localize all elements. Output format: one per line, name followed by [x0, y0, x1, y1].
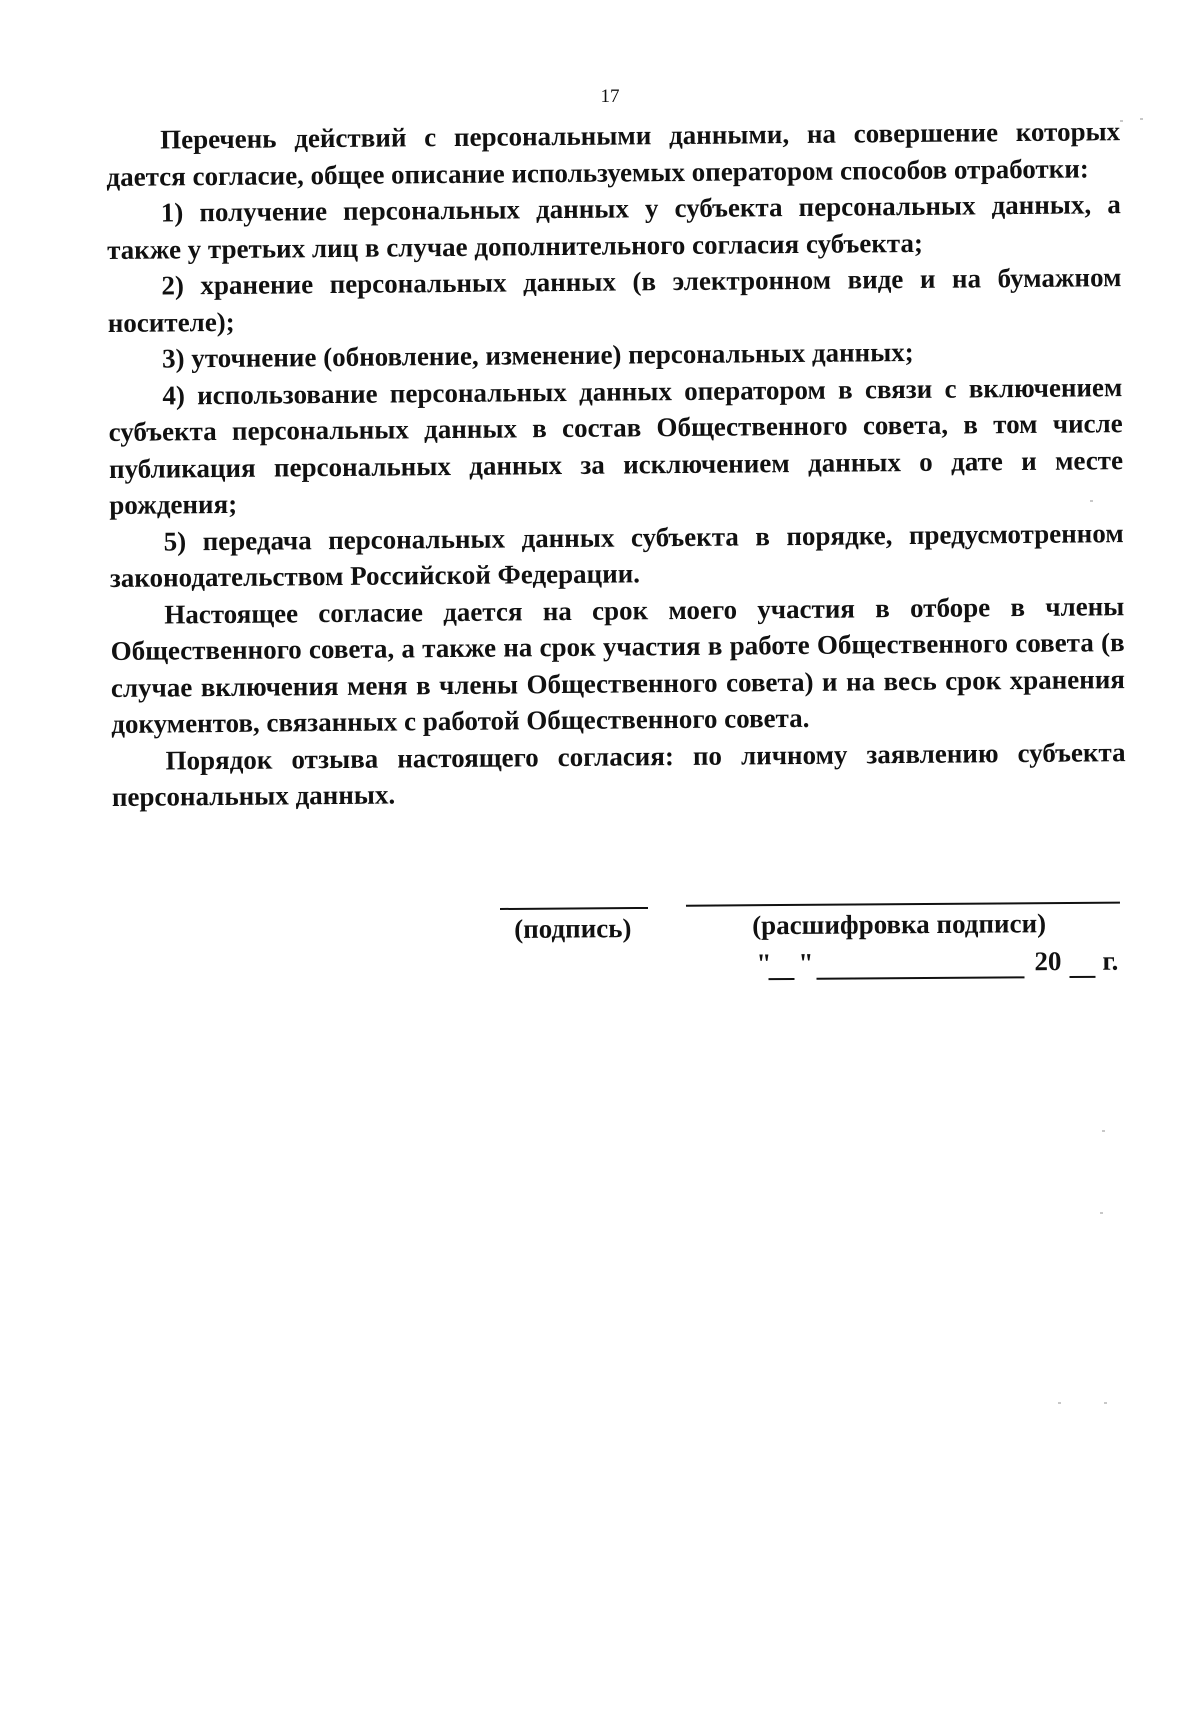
scan-speck — [1090, 500, 1093, 502]
consent-text-body — [106, 113, 1126, 815]
signature-block — [500, 904, 1141, 988]
signature-transcript-line — [686, 902, 1120, 907]
paragraph-consent-term: Настоящее согласие дается на срок моего участия в отборе в члены Общественного совета, а также на срок участия в работе Общественного совета (в случае включения меня в члены Общественного совета) и на весь срок хранения документов, связанных с работой Общественного совета. — [110, 590, 1126, 739]
scan-speck — [1104, 1402, 1107, 1404]
signature-caption: (подпись) — [514, 913, 632, 944]
scan-speck — [1058, 1402, 1061, 1404]
paragraph-item-4: 4) использование персональных данных оператором в связи с включением субъекта персональных данных в состав Общественного совета, в том числе публикация персональных данных за исключением данных о дате и месте рождения; — [108, 371, 1124, 520]
date-year-suffix: г. — [1102, 945, 1119, 976]
paragraph-item-3: 3) уточнение (обновление, изменение) персональных данных; — [161, 336, 914, 374]
date-row — [756, 946, 1126, 985]
date-open-quote: " — [756, 948, 772, 979]
scan-speck — [1120, 120, 1123, 122]
date-year-blank — [1069, 946, 1095, 978]
paragraph-actions-intro: Перечень действий с персональными данными, на совершение которых дается согласие, общее описание используемых оператором способов отработки: — [106, 116, 1121, 192]
paragraph-item-5: 5) передача персональных данных субъекта в порядке, предусмотренном законодательством Российской Федерации. — [109, 517, 1124, 593]
signature-transcript-caption: (расшифровка подписи) — [752, 908, 1047, 941]
page-number: 17 — [600, 86, 620, 107]
scan-speck — [1140, 118, 1143, 120]
scan-speck — [1102, 1130, 1105, 1132]
date-month-blank — [816, 946, 1024, 979]
date-day-blank — [768, 948, 794, 980]
paragraph-revocation: Порядок отзыва настоящего согласия: по личному заявлению субъекта персональных данных. — [111, 736, 1126, 812]
date-close-quote: " — [798, 947, 814, 978]
date-year-prefix: 20 — [1034, 946, 1062, 977]
scan-speck — [1100, 1212, 1103, 1214]
signature-line — [500, 907, 648, 910]
paragraph-item-1: 1) получение персональных данных у субъекта персональных данных, а также у третьих лиц в случае дополнительного согласия субъекта; — [106, 189, 1121, 265]
paragraph-item-2: 2) хранение персональных данных (в электронном виде и на бумажном носителе); — [107, 262, 1122, 338]
